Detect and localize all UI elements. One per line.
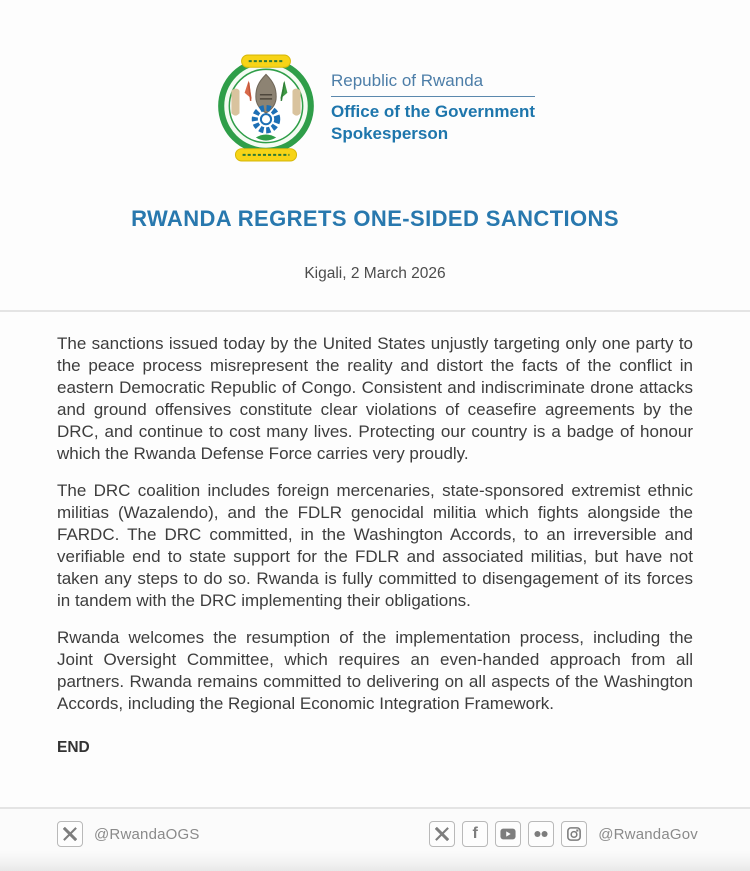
flickr-icon[interactable] [528,821,554,847]
paragraph-2: The DRC coalition includes foreign mercenaries, state-sponsored extremist ethnic militias (Wazalendo), and the FDLR genocidal militia which fights alongside the FARDC. The DRC committed, in the Washington Accords, to an irreversible and verifiable end to state support for the FDLR and associated militias, but have not taken any steps to do so. Rwanda is fully committed to disengagement of its forces in tandem with the DRC implementing their obligations. [57,481,693,610]
org-name-line1: Republic of Rwanda [331,71,535,97]
footer-right [429,821,698,847]
paragraph-3: Rwanda welcomes the resumption of the implementation process, including the Joint Oversight Committee, which requires an even-handed approach from all partners. Rwanda remains committed to delivering on all aspects of the Washington Accords, including the Regional Economic Integration Framework. [57,628,693,713]
org-name-line2: Office of the Government [330,102,536,121]
facebook-icon[interactable]: f [462,821,488,847]
x-icon[interactable] [57,821,83,847]
dateline: Kigali, 2 March 2026 [304,265,446,282]
footer [0,807,750,871]
left-handle[interactable]: @RwandaOGS [94,825,200,843]
org-name-line3: Spokesperson [330,124,449,143]
masthead [0,0,750,164]
footer-left [57,821,200,847]
statement-body [0,312,750,757]
paragraph-1: The sanctions issued today by the United States unjustly targeting only one party to the peace process misrepresent the reality and distort the facts of the conflict in eastern Democratic Republic of Congo. Consistent and indiscriminate drone attacks and ground offensives constitute clear violations of ceasefire agreements by the DRC, and continue to cost many lives. Protecting our country is a badge of honour which the Rwanda Defense Force carries very proudly. [57,334,693,463]
youtube-icon[interactable] [495,821,521,847]
rwanda-coat-of-arms-icon [215,52,317,164]
end-marker: END [57,739,90,756]
instagram-icon[interactable] [561,821,587,847]
x-icon[interactable] [429,821,455,847]
right-handle[interactable]: @RwandaGov [598,825,698,843]
org-title-block [331,71,535,145]
page-title: RWANDA REGRETS ONE-SIDED SANCTIONS [131,206,619,231]
